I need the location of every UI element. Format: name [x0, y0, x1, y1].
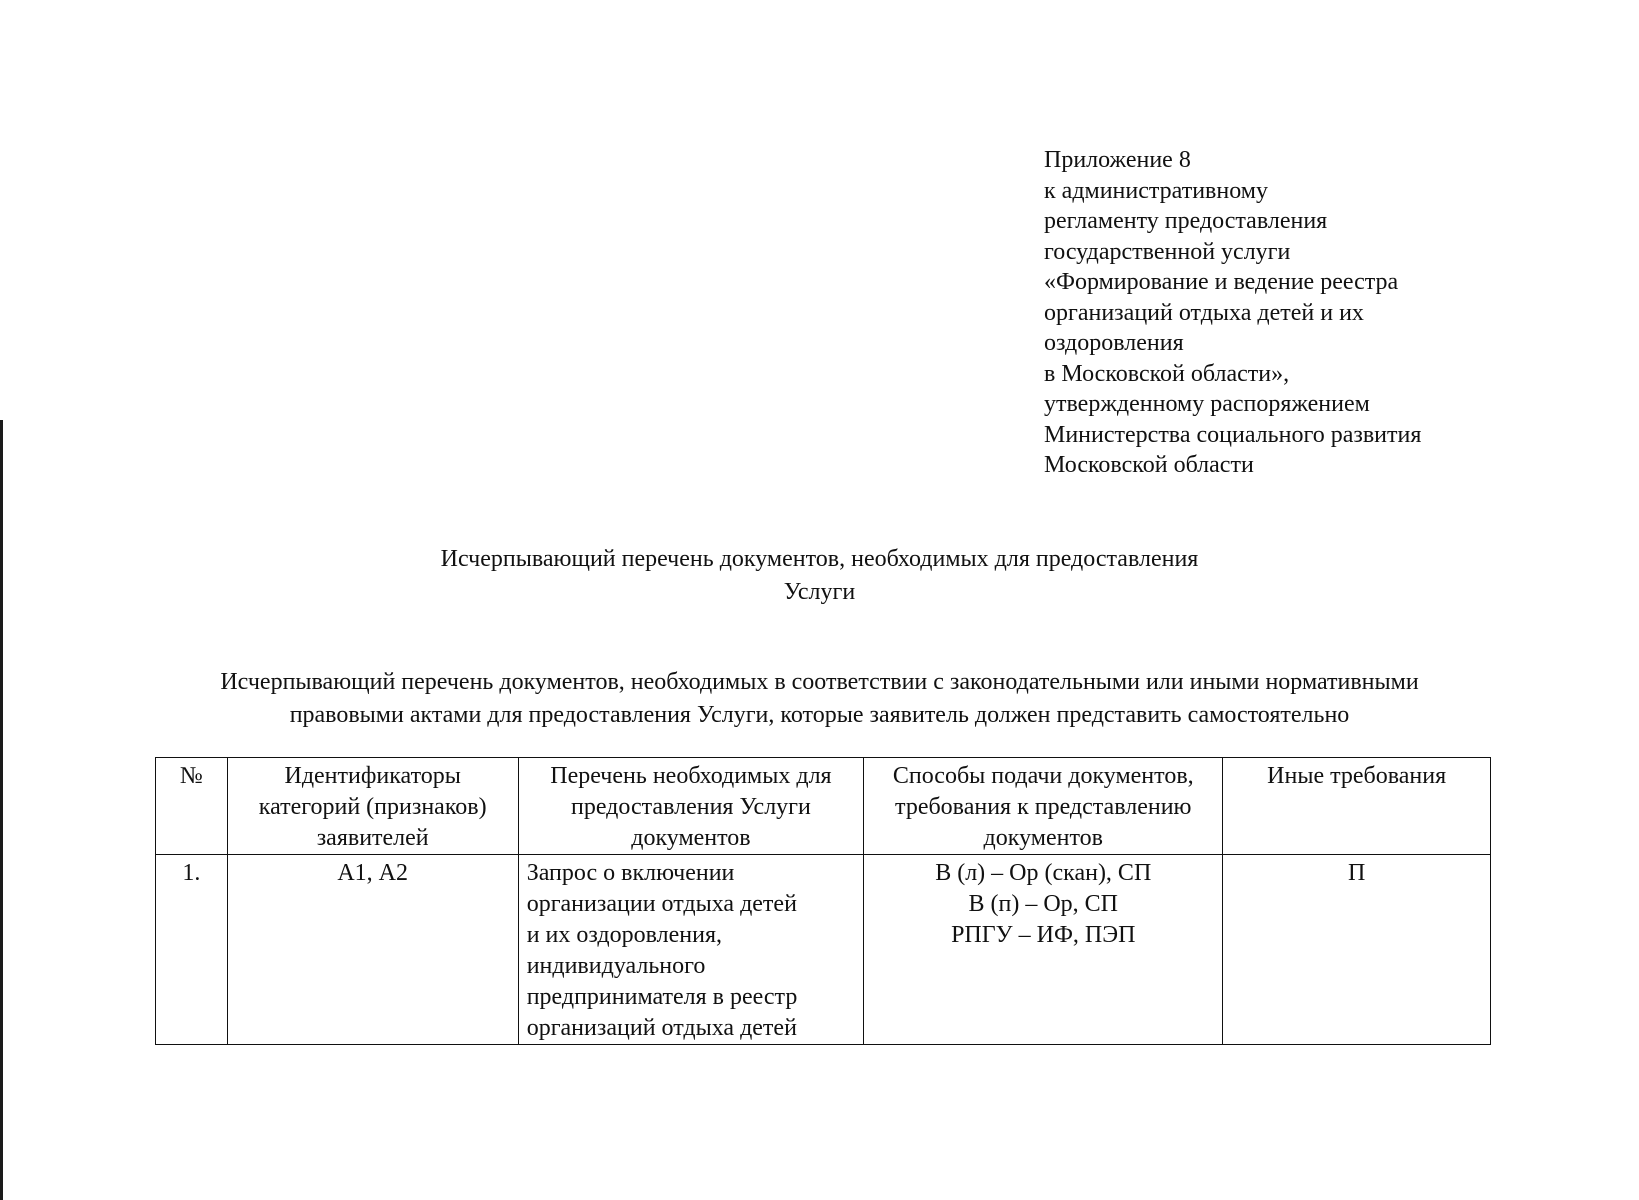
table-row: [156, 855, 1491, 1045]
appendix-line: к административному: [1044, 177, 1268, 204]
cell-applicant-ids: А1, А2: [227, 855, 518, 1045]
scan-edge-artifact: [0, 420, 3, 1200]
appendix-line: «Формирование и ведение реестра: [1044, 269, 1399, 295]
appendix-header: [1044, 145, 1504, 481]
cell-documents-list: Запрос о включении организации отдыха детей и их оздоровления, индивидуального предпринимателя в реестр организаций отдыха детей: [518, 855, 864, 1045]
appendix-line: Московской области: [1044, 452, 1254, 478]
cell-other-requirements: П: [1223, 855, 1491, 1045]
header-documents-list: Перечень необходимых для предоставления Услуги документов: [518, 758, 864, 855]
document-subtitle-line: правовыми актами для предоставления Услуги, которые заявитель должен представить самостоятельно: [289, 702, 1350, 728]
document-subtitle: [0, 666, 1639, 732]
appendix-line: утвержденному распоряжением: [1044, 391, 1370, 417]
cell-submission-methods: В (л) – Ор (скан), СП В (п) – Ор, СП РПГУ – ИФ, ПЭП: [864, 855, 1223, 1045]
document-title-line: Услуги: [783, 579, 856, 605]
header-number: №: [156, 758, 228, 855]
appendix-line: Приложение 8: [1044, 147, 1191, 173]
header-other-requirements: Иные требования: [1223, 758, 1491, 855]
document-title-line: Исчерпывающий перечень документов, необходимых для предоставления: [440, 546, 1199, 572]
appendix-line: оздоровления: [1044, 330, 1184, 356]
document-title: [0, 543, 1639, 609]
header-submission-methods: Способы подачи документов, требования к представлению документов: [864, 758, 1223, 855]
table-header-row: [156, 758, 1491, 855]
header-applicant-ids: Идентификаторы категорий (признаков) заявителей: [227, 758, 518, 855]
appendix-line: государственной услуги: [1044, 238, 1291, 265]
document-subtitle-line: Исчерпывающий перечень документов, необходимых в соответствии с законодательными или иными нормативными: [220, 669, 1419, 695]
appendix-line: Министерства социального развития: [1044, 421, 1422, 448]
appendix-line: регламенту предоставления: [1044, 208, 1328, 234]
cell-number: 1.: [156, 855, 228, 1045]
documents-table: [155, 757, 1491, 1045]
appendix-line: в Московской области»,: [1044, 360, 1290, 387]
appendix-line: организаций отдыха детей и их: [1044, 299, 1364, 326]
